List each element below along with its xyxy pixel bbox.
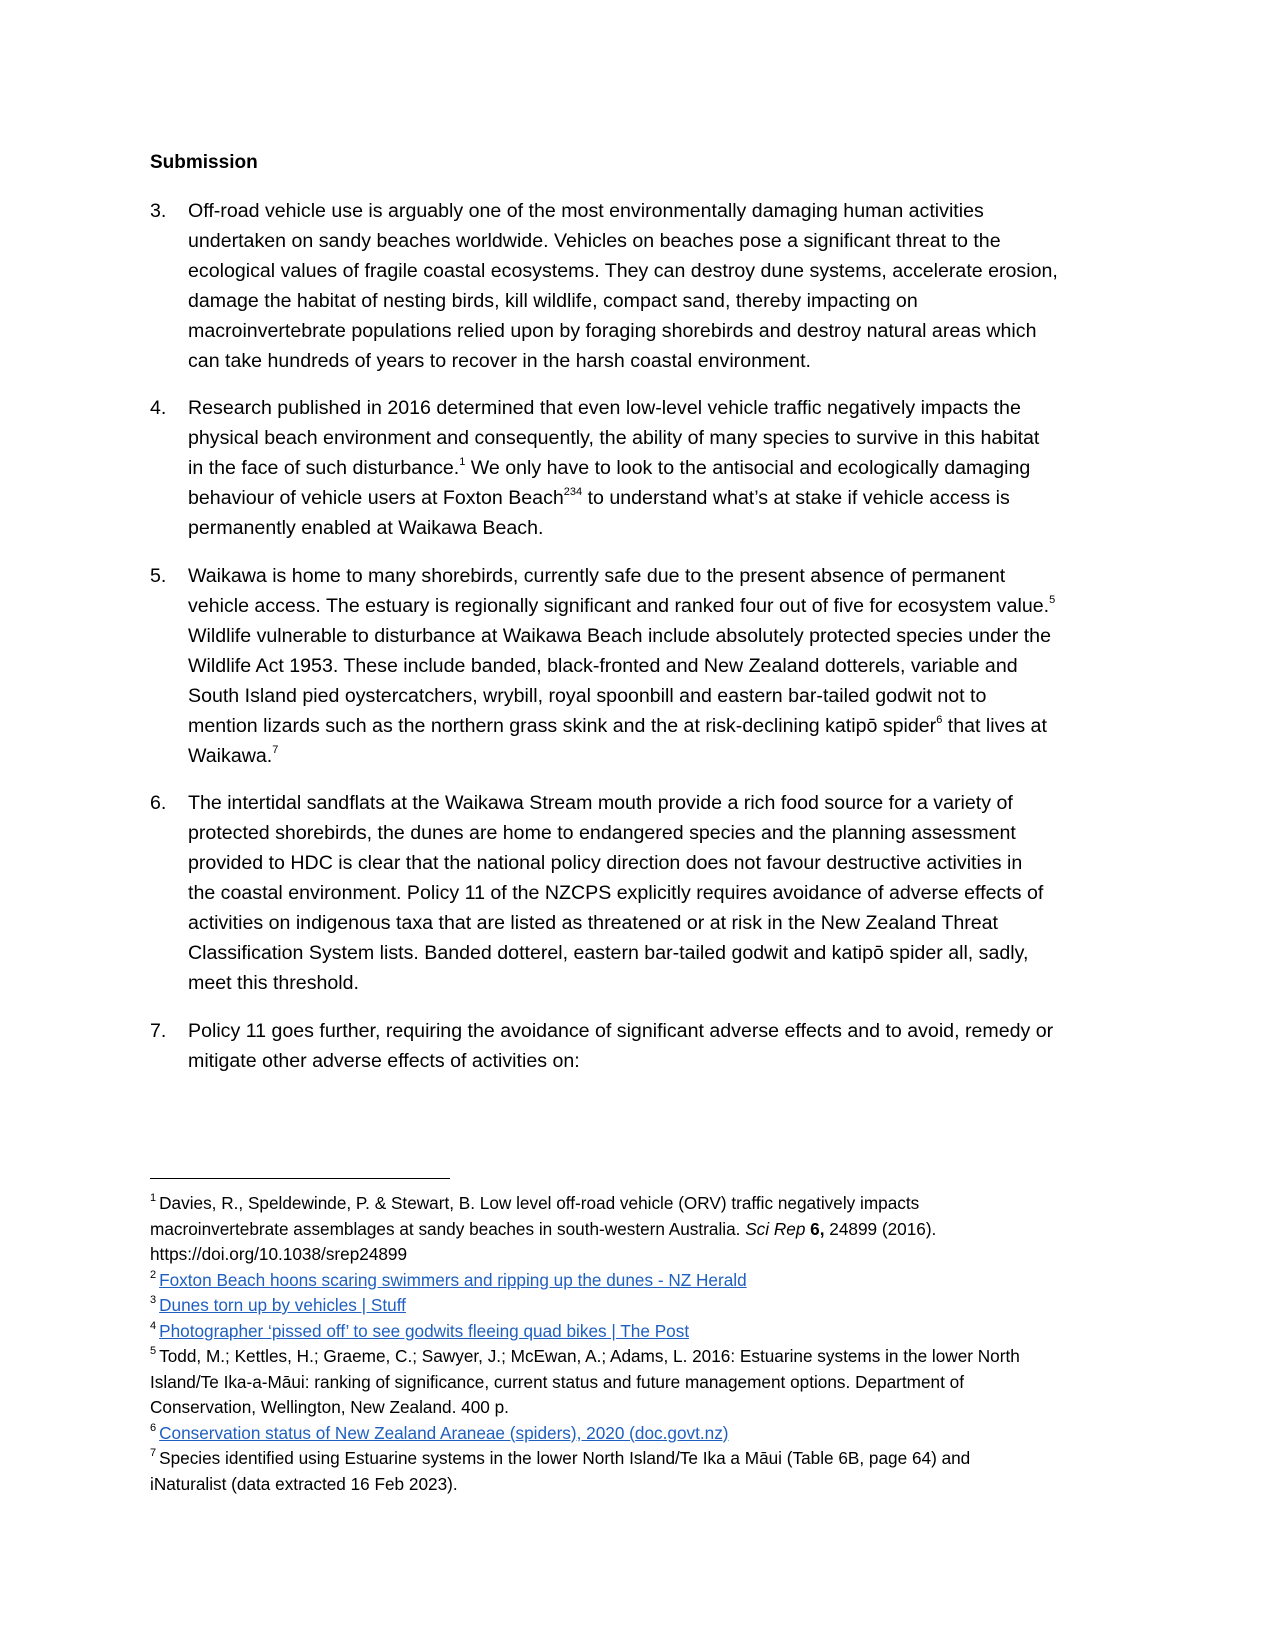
text-line: South Island pied oystercatchers, wrybill, royal spoonbill and eastern bar-tailed godwit not to [188, 685, 987, 707]
paragraph-body [188, 788, 1130, 998]
text-line: Waikawa is home to many shorebirds, currently safe due to the present absence of permanent [188, 565, 1006, 587]
text-line: provided to HDC is clear that the national policy direction does not favour destructive activities in [188, 852, 1023, 874]
footnote-link[interactable]: Photographer ‘pissed off’ to see godwits fleeing quad bikes | The Post [159, 1320, 690, 1341]
footnote-link[interactable]: Conservation status of New Zealand Araneae (spiders), 2020 (doc.govt.nz) [159, 1422, 729, 1443]
footnote-ref-1[interactable]: 1 [459, 456, 466, 469]
text-line: protected shorebirds, the dunes are home to endangered species and the planning assessment [188, 822, 1016, 844]
numbered-paragraph-6 [150, 788, 1130, 998]
text-fragment: behaviour of vehicle users at Foxton Beach [188, 487, 564, 509]
footnote-marker: 2 [150, 1268, 157, 1281]
footnote-text: Davies, R., Speldewinde, P. & Stewart, B. Low level off-road vehicle (ORV) traffic negatively impacts [159, 1193, 920, 1213]
paragraph-number: 6. [150, 792, 167, 814]
text-fragment: to understand what’s at stake if vehicle access is [582, 487, 1010, 509]
text-line: can take hundreds of years to recover in the harsh coastal environment. [188, 350, 811, 372]
footnote-marker: 3 [150, 1294, 157, 1307]
text-fragment: vehicle access. The estuary is regionally significant and ranked four out of five for ecosystem value. [188, 595, 1050, 617]
journal-volume: 6, [810, 1218, 825, 1239]
footnote-1 [150, 1191, 1130, 1268]
text-line: macroinvertebrate populations relied upon by foraging shorebirds and destroy natural areas which [188, 320, 1037, 342]
footnote-text: Todd, M.; Kettles, H.; Graeme, C.; Sawyer, J.; McEwan, A.; Adams, L. 2016: Estuarine systems in the lower North [159, 1346, 1020, 1366]
text-fragment: that lives at [942, 715, 1047, 737]
footnote-text: Island/Te Ika-a-Māui: ranking of significance, current status and future management options. Department of [150, 1371, 964, 1392]
footnote-ref-7[interactable]: 7 [272, 744, 279, 757]
footnote-text: Species identified using Estuarine systems in the lower North Island/Te Ika a Māui (Table 6B, page 64) and [159, 1448, 971, 1468]
footnote-text: macroinvertebrate assemblages at sandy beaches in south-western Australia. [150, 1218, 746, 1239]
footnote-link[interactable]: Dunes torn up by vehicles | Stuff [159, 1295, 406, 1315]
paragraph-body [188, 1016, 1130, 1076]
footnotes-section [150, 1191, 1130, 1497]
footnote-4 [150, 1319, 1130, 1345]
text-line: the coastal environment. Policy 11 of the NZCPS explicitly requires avoidance of adverse effects of [188, 882, 1044, 904]
footnote-2 [150, 1268, 1130, 1294]
numbered-paragraph-7 [150, 1016, 1130, 1076]
text-line: Off-road vehicle use is arguably one of the most environmentally damaging human activities [188, 200, 984, 222]
footnote-text: iNaturalist (data extracted 16 Feb 2023). [150, 1473, 458, 1494]
paragraph-number: 3. [150, 200, 167, 222]
footnote-text: Conservation, Wellington, New Zealand. 400 p. [150, 1397, 509, 1417]
footnote-doi: https://doi.org/10.1038/srep24899 [150, 1244, 408, 1264]
paragraph-body [188, 196, 1130, 376]
journal-name: Sci Rep [745, 1218, 806, 1239]
text-line: meet this threshold. [188, 972, 359, 994]
footnote-marker: 7 [150, 1447, 157, 1460]
text-line: activities on indigenous taxa that are listed as threatened or at risk in the New Zealand Threat [188, 912, 998, 934]
text-line: damage the habitat of nesting birds, kill wildlife, compact sand, thereby impacting on [188, 290, 918, 312]
paragraph-number: 4. [150, 397, 167, 419]
text-line: Wildlife Act 1953. These include banded, black-fronted and New Zealand dotterels, variable and [188, 655, 1018, 677]
text-line: Classification System lists. Banded dotterel, eastern bar-tailed godwit and katipō spider all, sadly, [188, 942, 1029, 964]
text-fragment: We only have to look to the antisocial and ecologically damaging [465, 457, 1031, 479]
paragraph-number: 7. [150, 1020, 167, 1042]
numbered-paragraph-5 [150, 561, 1130, 771]
text-line: Wildlife vulnerable to disturbance at Waikawa Beach include absolutely protected species under the [188, 625, 1051, 647]
footnote-marker: 6 [150, 1421, 157, 1434]
text-fragment: Waikawa. [188, 745, 273, 767]
section-heading: Submission [150, 152, 258, 173]
footnote-5 [150, 1344, 1130, 1421]
numbered-paragraph-4 [150, 393, 1130, 543]
footnote-ref-5[interactable]: 5 [1049, 594, 1056, 607]
footnote-marker: 5 [150, 1345, 157, 1358]
footnote-link[interactable]: Foxton Beach hoons scaring swimmers and ripping up the dunes - NZ Herald [159, 1269, 747, 1290]
footnote-text: 24899 (2016). [824, 1218, 937, 1239]
paragraph-body [188, 561, 1130, 771]
text-line: ecological values of fragile coastal ecosystems. They can destroy dune systems, accelerate erosion, [188, 260, 1058, 282]
text-line: Policy 11 goes further, requiring the avoidance of significant adverse effects and to avoid, remedy or [188, 1020, 1054, 1042]
text-line: Research published in 2016 determined that even low-level vehicle traffic negatively impacts the [188, 397, 1021, 419]
footnote-3 [150, 1293, 1130, 1319]
text-fragment: in the face of such disturbance. [188, 457, 460, 479]
text-line: undertaken on sandy beaches worldwide. Vehicles on beaches pose a significant threat to the [188, 230, 1001, 252]
footnote-separator [150, 1178, 450, 1179]
footnote-ref-2-3-4[interactable]: 234 [563, 486, 583, 499]
footnote-6 [150, 1421, 1130, 1447]
paragraph-number: 5. [150, 565, 167, 587]
text-line: The intertidal sandflats at the Waikawa Stream mouth provide a rich food source for a variety of [188, 792, 1013, 814]
text-fragment: mention lizards such as the northern grass skink and the at risk-declining katipō spider [188, 715, 937, 737]
footnote-marker: 1 [150, 1192, 157, 1205]
text-line: physical beach environment and consequently, the ability of many species to survive in this habitat [188, 427, 1040, 449]
numbered-paragraph-3 [150, 196, 1130, 376]
footnote-7 [150, 1446, 1130, 1497]
text-line: mitigate other adverse effects of activities on: [188, 1050, 580, 1072]
paragraph-body [188, 393, 1130, 543]
text-line: permanently enabled at Waikawa Beach. [188, 517, 544, 539]
footnote-marker: 4 [150, 1319, 157, 1332]
footnote-ref-6[interactable]: 6 [936, 714, 943, 727]
